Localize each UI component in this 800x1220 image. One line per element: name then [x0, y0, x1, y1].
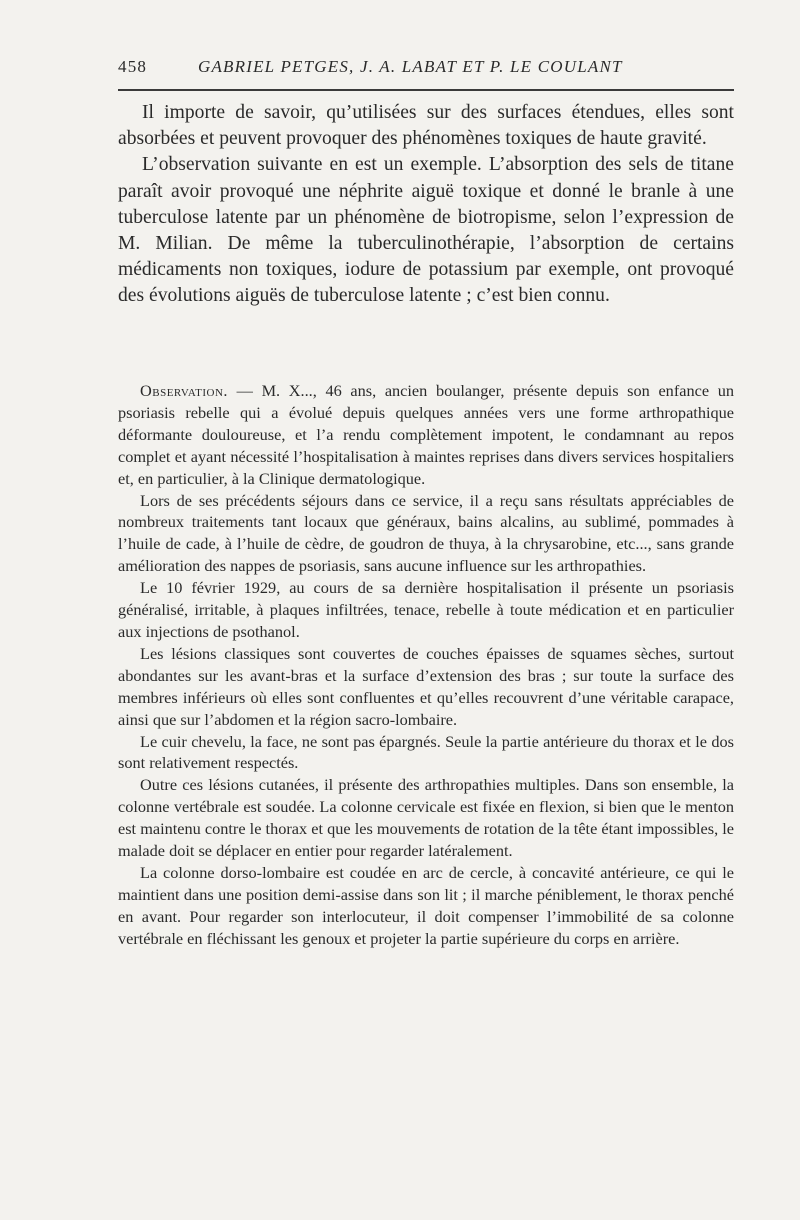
observation-paragraph: Les lésions classiques sont couvertes de couches épaisses de squames sèches, surtout abondantes sur les avant-bras et la surface d’extension des bras ; sur toute la surface des membres inférieurs où elles sont confluentes et qu’elles recouvrent d’une véritable carapace, ainsi que sur l’abdomen et la région sacro-lombaire.	[118, 643, 734, 729]
observation-paragraph: Lors de ses précédents séjours dans ce service, il a reçu sans résultats appréciables de nombreux traitements tant locaux que généraux, bains alcalins, au sublimé, pommades à l’huile de cade, à l’huile de cèdre, de goudron de thuya, à la chrysarobine, etc..., sans grande amélioration des nappes de psoriasis, sans aucune influence sur les arthropathies.	[118, 490, 734, 576]
intro-text	[118, 100, 734, 310]
observation-first-text: — M. X..., 46 ans, ancien boulanger, présente depuis son enfance un psoriasis rebelle qui a évolué depuis quelques années vers une forme arthropathique déformante douloureuse, et l’a rendu complètement impotent, le condamnant au repos complet et ayant nécessité l’hospitalisation à maintes reprises dans divers services hospitaliers et, en particulier, à la Clinique dermatologique.	[118, 381, 734, 488]
observation-paragraph	[118, 380, 734, 490]
running-head: GABRIEL PETGES, J. A. LABAT ET P. LE COULANT	[198, 57, 623, 76]
observation-paragraph: Le 10 février 1929, au cours de sa dernière hospitalisation il présente un psoriasis généralisé, irritable, à plaques infiltrées, tenace, rebelle à toute médication et en particulier aux injections de psothanol.	[118, 578, 734, 641]
observation-paragraph: La colonne dorso-lombaire est coudée en arc de cercle, à concavité antérieure, ce qui le maintient dans une position demi-assise dans son lit ; il marche péniblement, le thorax penché en avant. Pour regarder son interlocuteur, il doit compenser l’immobilité de sa colonne vertébrale en fléchissant les genoux et projeter la partie supérieure du corps en arrière.	[118, 862, 734, 948]
intro-paragraph: L’observation suivante en est un exemple. L’absorption des sels de titane paraît avoir provoqué une néphrite aiguë toxique et donné le branle à une tuberculose latente par un phénomène de biotropisme, selon l’expression de M. Milian. De même la tuberculinothérapie, l’absorption de certains médicaments non toxiques, iodure de potassium par exemple, ont provoqué des évolutions aiguës de tuberculose latente ; c’est bien connu.	[118, 154, 734, 307]
page-number: 458	[118, 57, 148, 76]
observation-paragraph: Outre ces lésions cutanées, il présente des arthropathies multiples. Dans son ensemble, la colonne vertébrale est soudée. La colonne cervicale est fixée en flexion, si bien que le menton est maintenu contre le thorax et que les mouvements de rotation de la tête étant impossibles, le malade doit se déplacer en entier pour regarder latéralement.	[118, 775, 734, 861]
observation-label: Observation.	[140, 381, 228, 400]
observation-text	[118, 380, 734, 950]
observation-paragraph: Le cuir chevelu, la face, ne sont pas épargnés. Seule la partie antérieure du thorax et le dos sont relativement respectés.	[118, 731, 734, 773]
page-header	[118, 57, 733, 87]
intro-paragraph: Il importe de savoir, qu’utilisées sur des surfaces étendues, elles sont absorbées et peuvent provoquer des phénomènes toxiques de haute gravité.	[118, 102, 734, 150]
header-rule	[118, 89, 734, 91]
